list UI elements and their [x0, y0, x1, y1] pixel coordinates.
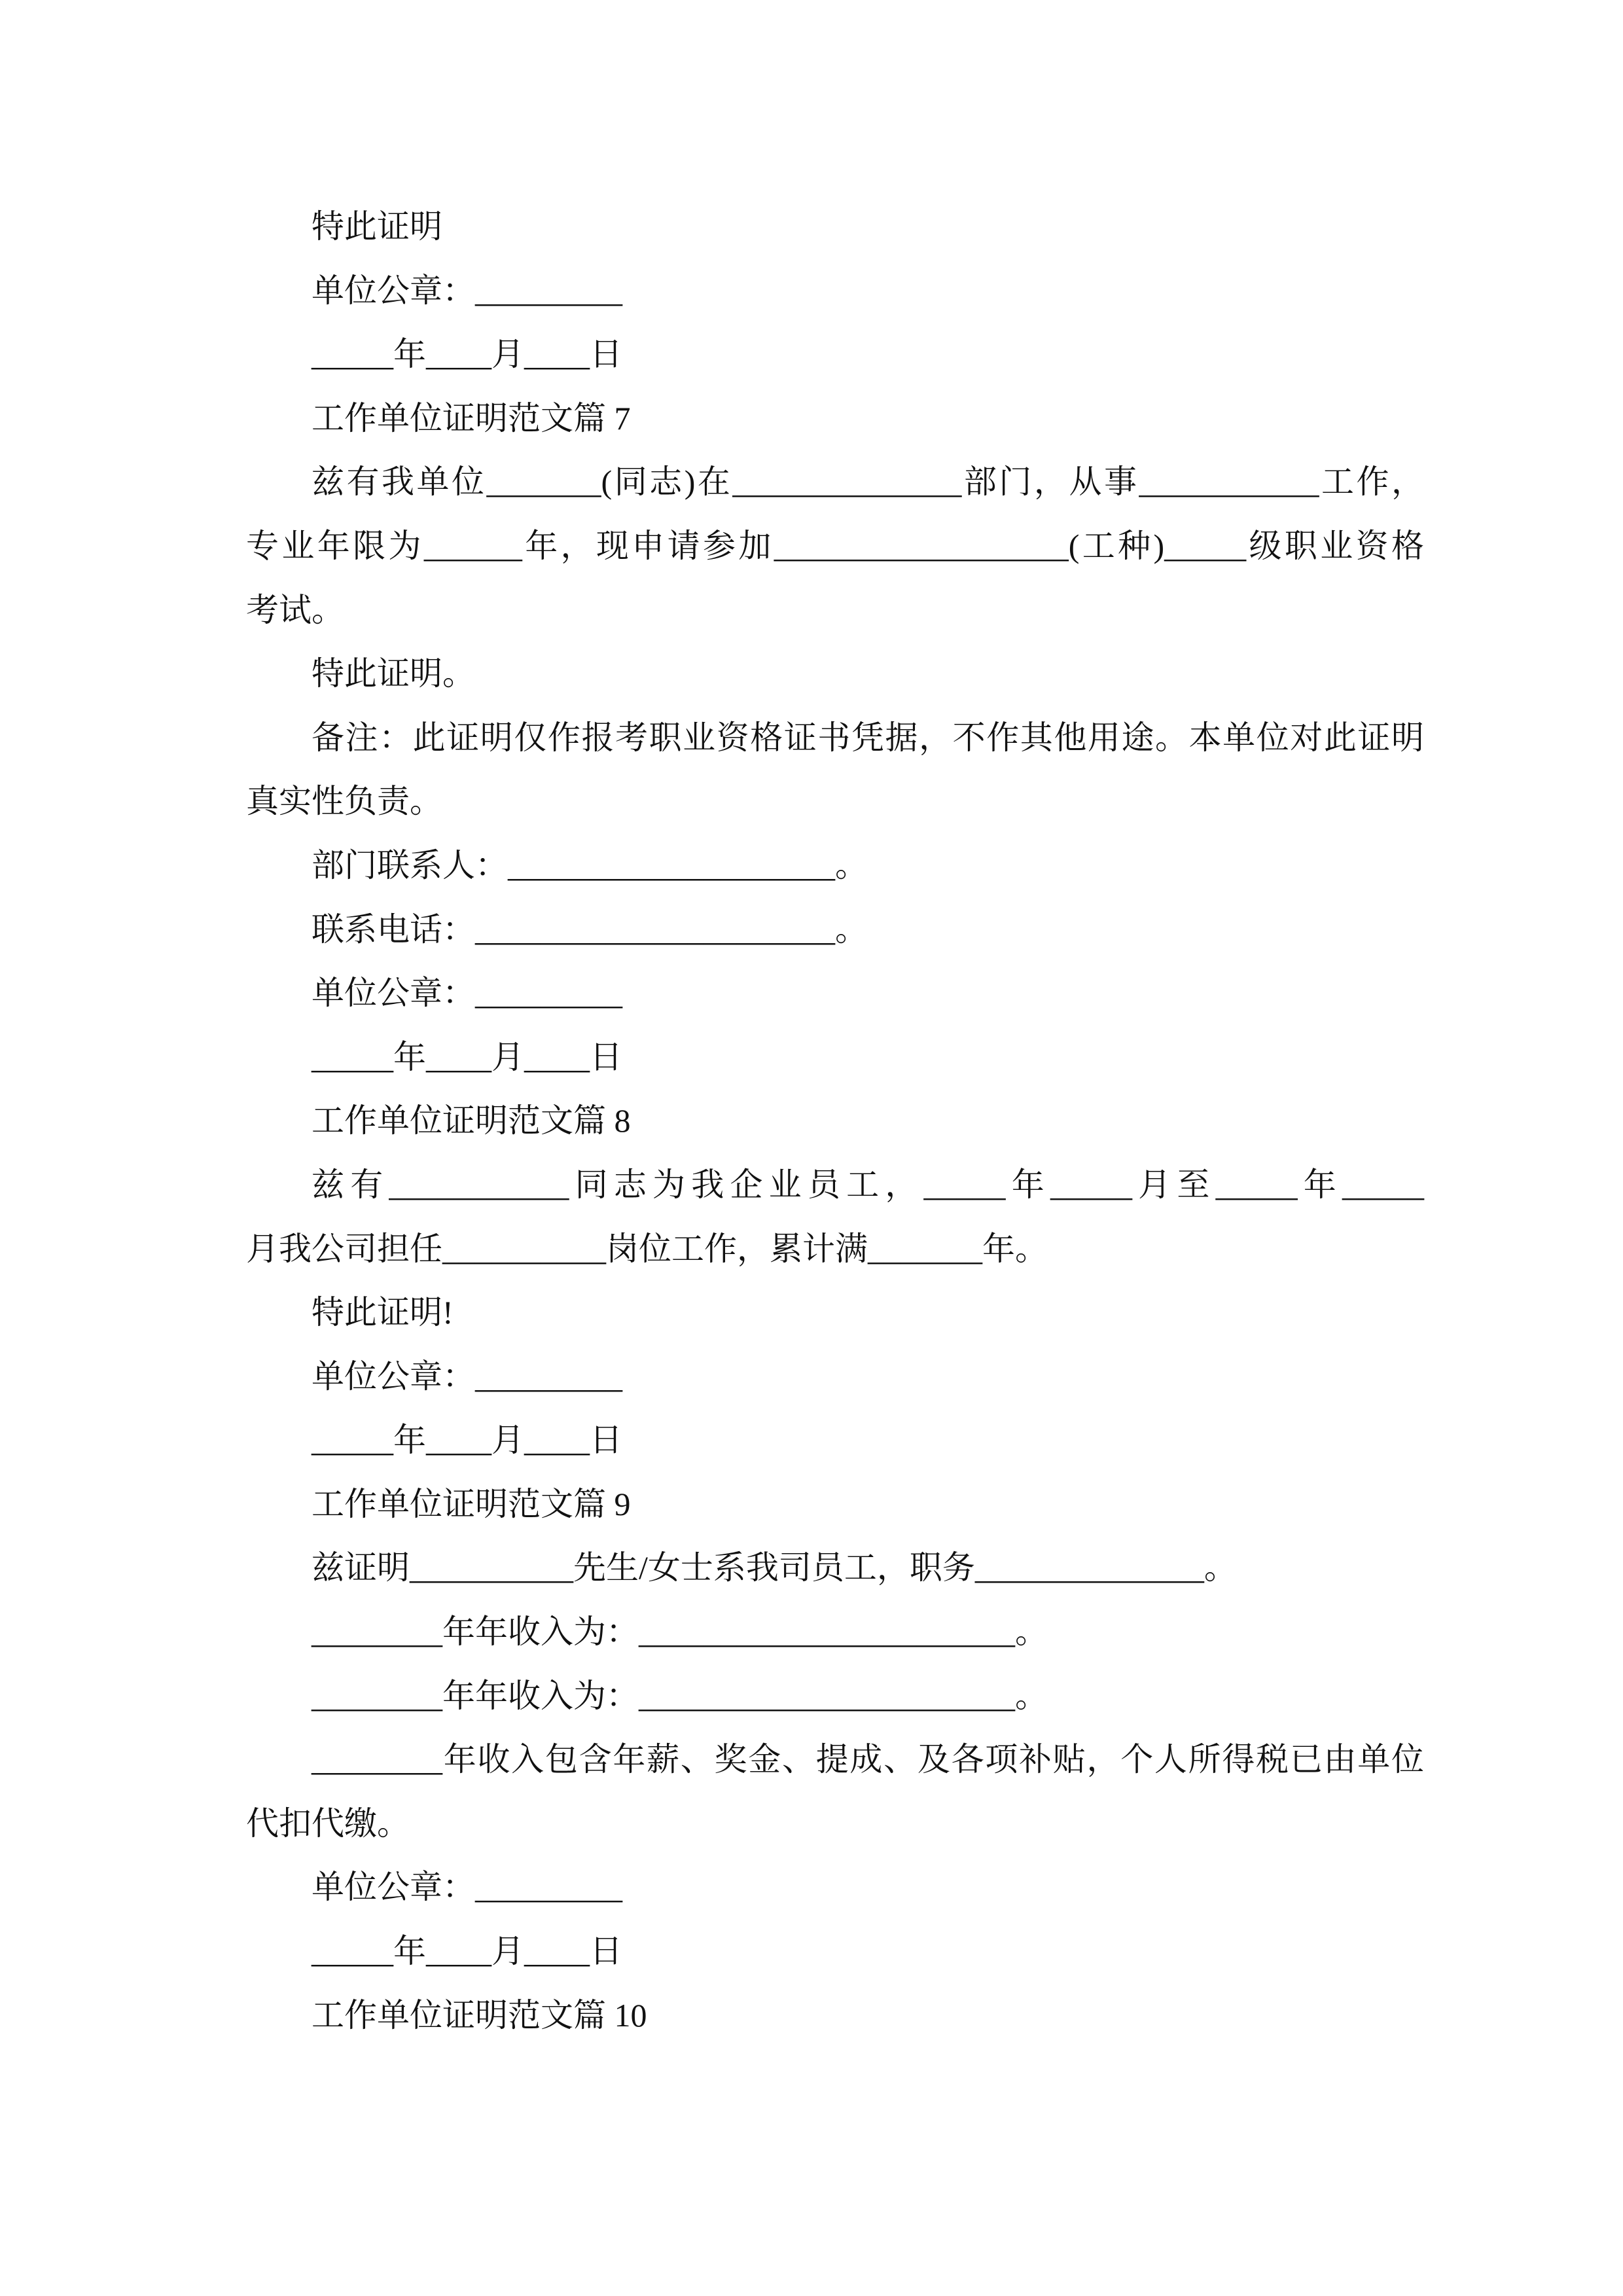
text-line: 部门联系人：____________________。 [312, 846, 868, 884]
text-line: 特此证明! [312, 1294, 454, 1331]
text-line: 单位公章：_________ [312, 1869, 622, 1906]
text-line: 专业年限为______年，现申请参加__________________(工种)_____级职业资格 [246, 527, 1424, 564]
text-line: 单位公章：_________ [312, 1357, 622, 1395]
text-line: ________年年收入为：_______________________。 [312, 1613, 1048, 1651]
section-heading: 工作单位证明范文篇 10 [312, 1996, 647, 2034]
text-line: 兹证明__________先生/女士系我司员工，职务______________。 [312, 1549, 1237, 1587]
text-line: 特此证明 [312, 208, 442, 245]
text-line: _____年____月____日 [312, 336, 622, 373]
text-line: _____年____月____日 [312, 1038, 622, 1075]
text-line: _____年____月____日 [312, 1933, 622, 1970]
document-page [246, 195, 1424, 2047]
text-line: 月我公司担任__________岗位工作，累计满_______年。 [246, 1230, 1048, 1267]
text-line: 单位公章：_________ [312, 272, 622, 309]
text-line: 联系电话：______________________。 [312, 910, 868, 948]
text-line: 特此证明。 [312, 655, 475, 692]
section-heading: 工作单位证明范文篇 9 [312, 1485, 631, 1522]
text-line: ________年收入包含年薪、奖金、提成、及各项补贴，个人所得税已由单位 [312, 1741, 1424, 1778]
text-line: _____年____月____日 [312, 1422, 622, 1459]
text-line: 兹有我单位_______(同志)在______________部门，从事___________工作， [312, 463, 1424, 501]
text-line: 真实性负责。 [246, 783, 442, 820]
text-line: 代扣代缴。 [246, 1804, 410, 1842]
text-line: 单位公章：_________ [312, 975, 622, 1012]
text-line: ________年年收入为：_______________________。 [312, 1677, 1048, 1714]
text-line: 备注：此证明仅作报考职业资格证书凭据，不作其他用途。本单位对此证明 [312, 719, 1424, 756]
section-heading: 工作单位证明范文篇 7 [312, 399, 631, 437]
text-line: 考试。 [246, 591, 344, 628]
text-line: 兹有___________同志为我企业员工，_____年_____月至_____年_____ [312, 1166, 1424, 1203]
section-heading: 工作单位证明范文篇 8 [312, 1102, 631, 1139]
